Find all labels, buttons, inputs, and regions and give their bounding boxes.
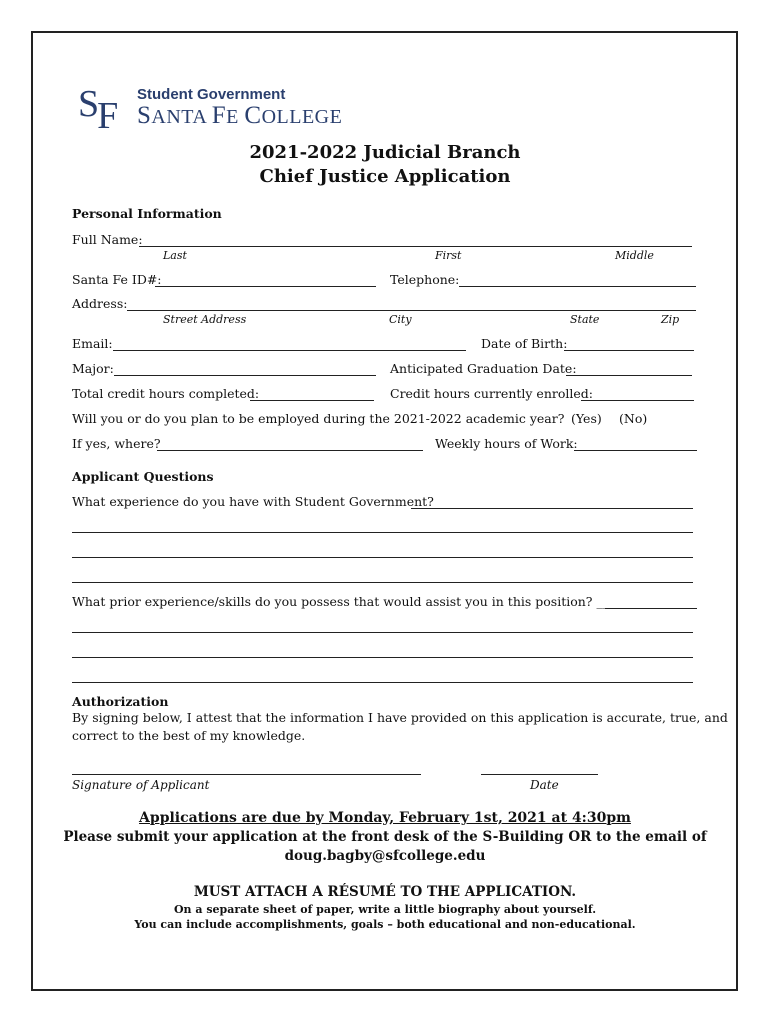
email-label: Email: xyxy=(72,336,113,351)
question-1: What experience do you have with Student Government? xyxy=(72,494,434,509)
answer-2-line[interactable] xyxy=(72,682,693,683)
answer-1-line[interactable] xyxy=(72,532,693,533)
employment-no-option[interactable]: (No) xyxy=(619,411,648,426)
telephone-label: Telephone: xyxy=(390,272,460,287)
signature-field[interactable] xyxy=(72,774,421,775)
form-title-line2: Chief Justice Application xyxy=(259,166,511,187)
personal-info-heading: Personal Information xyxy=(72,206,222,221)
zip-caption: Zip xyxy=(661,313,680,326)
full-name-field[interactable] xyxy=(139,246,692,247)
id-field[interactable] xyxy=(155,286,376,287)
logo-student-government: Student Government xyxy=(137,86,286,103)
submit-email[interactable]: doug.bagby@sfcollege.edu xyxy=(284,848,486,864)
id-label: Santa Fe ID#: xyxy=(72,272,162,287)
employer-field[interactable] xyxy=(157,450,423,451)
question-2: What prior experience/skills do you possess that would assist you in this position? _______ xyxy=(72,594,641,609)
submit-instructions-1: Please submit your application at the front desk of the S-Building OR to the email of xyxy=(63,829,707,845)
credits-completed-label: Total credit hours completed: xyxy=(72,386,260,401)
employment-question: Will you or do you plan to be employed during the 2021-2022 academic year? xyxy=(72,411,565,426)
answer-2-line[interactable] xyxy=(605,608,697,609)
applicant-questions-heading: Applicant Questions xyxy=(72,469,214,484)
full-name-label: Full Name: xyxy=(72,232,143,247)
answer-1-line[interactable] xyxy=(411,508,693,509)
dob-label: Date of Birth: xyxy=(481,336,568,351)
answer-2-line[interactable] xyxy=(72,632,693,633)
resume-requirement: MUST ATTACH A RÉSUMÉ TO THE APPLICATION. xyxy=(193,884,577,900)
city-caption: City xyxy=(389,313,412,326)
weekly-hours-label: Weekly hours of Work: xyxy=(435,436,578,451)
address-label: Address: xyxy=(72,296,128,311)
signature-caption: Signature of Applicant xyxy=(72,778,210,792)
date-caption: Date xyxy=(530,778,559,792)
form-title-line1: 2021-2022 Judicial Branch xyxy=(249,142,521,163)
answer-1-line[interactable] xyxy=(72,582,693,583)
credits-completed-field[interactable] xyxy=(250,400,374,401)
street-caption: Street Address xyxy=(163,313,247,326)
date-field[interactable] xyxy=(481,774,598,775)
biography-content-note: You can include accomplishments, goals – both educational and non-educational. xyxy=(134,918,636,931)
credits-enrolled-label: Credit hours currently enrolled: xyxy=(390,386,593,401)
grad-date-label: Anticipated Graduation Date: xyxy=(390,361,577,376)
email-field[interactable] xyxy=(113,350,466,351)
telephone-field[interactable] xyxy=(459,286,696,287)
authorization-heading: Authorization xyxy=(72,694,169,709)
dob-field[interactable] xyxy=(564,350,694,351)
credits-enrolled-field[interactable] xyxy=(581,400,694,401)
answer-2-line[interactable] xyxy=(72,657,693,658)
authorization-text-2: correct to the best of my knowledge. xyxy=(72,728,306,743)
grad-date-field[interactable] xyxy=(566,375,692,376)
logo-santa-fe-college: SANTA FE COLLEGE xyxy=(137,102,343,129)
first-caption: First xyxy=(435,249,462,262)
answer-1-line[interactable] xyxy=(72,557,693,558)
employment-yes-option[interactable]: (Yes) xyxy=(571,411,602,426)
last-caption: Last xyxy=(163,249,187,262)
major-label: Major: xyxy=(72,361,114,376)
major-field[interactable] xyxy=(114,375,376,376)
biography-instruction: On a separate sheet of paper, write a little biography about yourself. xyxy=(173,903,597,916)
employer-label: If yes, where? xyxy=(72,436,161,451)
weekly-hours-field[interactable] xyxy=(574,450,697,451)
authorization-text-1: By signing below, I attest that the information I have provided on this application is accurate, true, and xyxy=(72,710,728,725)
logo-monogram: SF xyxy=(78,83,117,137)
address-field[interactable] xyxy=(127,310,696,311)
middle-caption: Middle xyxy=(615,249,654,262)
state-caption: State xyxy=(570,313,600,326)
due-date-notice: Applications are due by Monday, February 1st, 2021 at 4:30pm xyxy=(139,810,631,826)
